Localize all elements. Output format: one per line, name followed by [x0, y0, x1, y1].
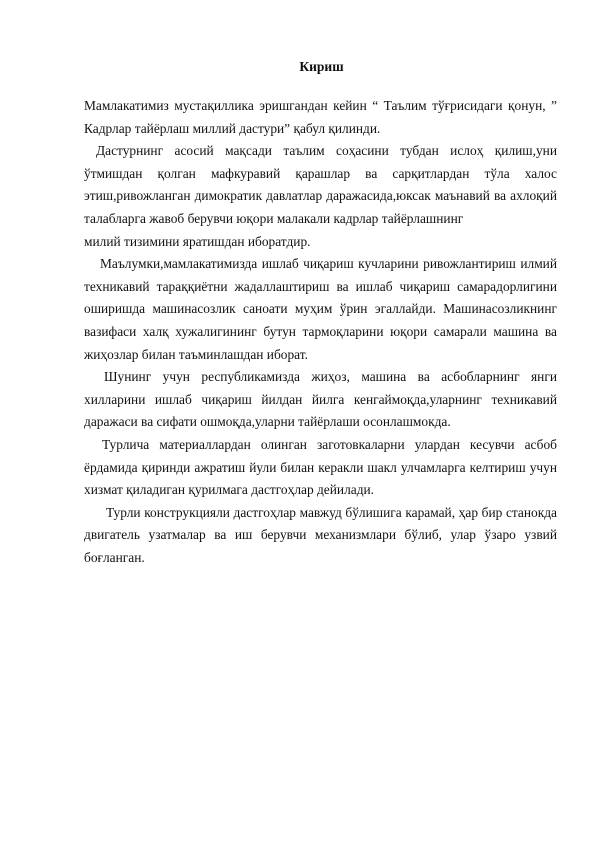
paragraph-2: Дастурнинг асосий мақсади таълим соҳасини тубдан ислоҳ қилиш,уни ўтмишдан қолган мафкуравий қарашлар ва сарқитлардан тўла халос этиш,ривожланган димократик давлатлар даражасида,юксак маънавий ва ахлоқий талабларга жавоб берувчи юқори малакали кадрлар тайёрлашнинг — [84, 143, 557, 226]
paragraph-4: Шунинг учун республикамизда жиҳоз, машина ва асбобларнинг янги хилларини ишлаб чиқариш йилдан йилга кенгаймоқда,уларнинг техникавий даражаси ва сифати ошмоқда,уларни тайёрлаши осонлашмокда. — [84, 369, 557, 430]
paragraph-2-continuation: милий тизимини яратишдан иборатдир. — [84, 233, 311, 249]
paragraph-6: Турли конструкцияли дастгоҳлар мавжуд бўлишига карамай, ҳар бир станокда двигатель узатмалар ва иш берувчи механизмлари бўлиб, улар ўзаро узвий боғланган. — [84, 504, 557, 565]
paragraph-5: Турлича материаллардан олинган заготовкаларни улардан кесувчи асбоб ёрдамида қиринди ажратиш йули билан керакли шакл улчамларга келтириш учун хизмат қиладиган қурилмага дастгоҳлар дейилади. — [84, 436, 557, 498]
paragraph-1: Мамлакатимиз мустақиллика эришгандан кейин “ Таълим тўғрисидаги қонун, ” Кадрлар тайёрлаш миллий дастури” қабул қилинди. — [84, 98, 557, 136]
paragraph-3: Маълумки,мамлакатимизда ишлаб чиқариш кучларини ривожлантириш илмий техникавий тараққиётни жадаллаштириш ва ишлаб чиқариш самарадорлигини оширишда машинасозлик саноати муҳим ўрин эгаллайди. Машинасозликнинг вазифаси халқ хужалигининг бутун тармоқларини юқори самарали машина ва жиҳозлар билан таъминлашдан иборат. — [84, 256, 557, 362]
document-body — [84, 95, 557, 569]
page-title: Кириш — [299, 59, 344, 74]
